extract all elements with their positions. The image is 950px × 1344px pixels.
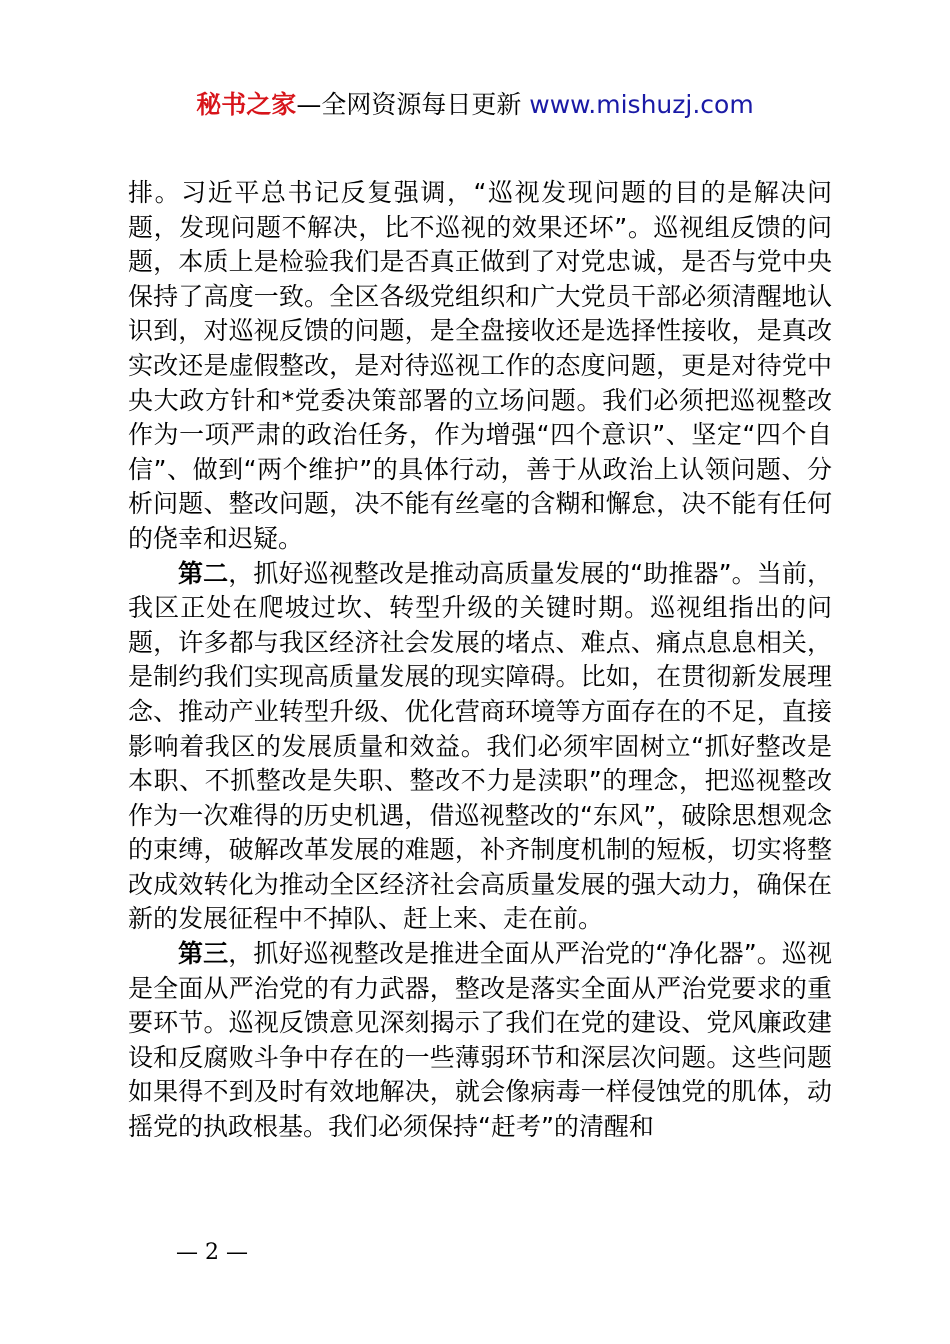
paragraph-2-lead: 第二 [178, 558, 229, 588]
paragraph-2 [128, 557, 832, 938]
page-number: — 2 — [176, 1240, 248, 1265]
paragraph-3-text: ，抓好巡视整改是推进全面从严治党的“净化器”。巡视是全面从严治党的有力武器，整改是落实全面从严治党要求的重要环节。巡视反馈意见深刻揭示了我们在党的建设、党风廉政建设和反腐败斗争中存在的一些薄弱环节和深层次问题。这些问题如果得不到及时有效地解决，就会像病毒一样侵蚀党的肌体，动摇党的执政根基。我们必须保持“赶考”的清醒和 [128, 939, 832, 1142]
paragraph-2-text: ，抓好巡视整改是推动高质量发展的“助推器”。当前，我区正处在爬坡过坎、转型升级的关键时期。巡视组指出的问题，许多都与我区经济社会发展的堵点、难点、痛点息息相关，是制约我们实现高质量发展的现实障碍。比如，在贯彻新发展理念、推动产业转型升级、优化营商环境等方面存在的不足，直接影响着我区的发展质量和效益。我们必须牢固树立“抓好整改是本职、不抓整改是失职、整改不力是渎职”的理念，把巡视整改作为一次难得的历史机遇，借巡视整改的“东风”，破除思想观念的束缚，破解改革发展的难题，补齐制度机制的短板，切实将整改成效转化为推动全区经济社会高质量发展的强大动力，确保在新的发展征程中不掉队、赶上来、走在前。 [128, 558, 832, 934]
paragraph-3 [128, 937, 832, 1145]
paragraph-3-lead: 第三 [178, 939, 229, 969]
paragraph-1 [128, 176, 832, 557]
header-slogan: —全网资源每日更新 [296, 90, 530, 119]
site-url[interactable]: www.mishuzj.com [529, 90, 754, 119]
paragraph-1-text: 排。习近平总书记反复强调，“巡视发现问题的目的是解决问题，发现问题不解决，比不巡视的效果还坏”。巡视组反馈的问题，本质上是检验我们是否真正做到了对党忠诚，是否与党中央保持了高度一致。全区各级党组织和广大党员干部必须清醒地认识到，对巡视反馈的问题，是全盘接收还是选择性接收，是真改实改还是虚假整改，是对待巡视工作的态度问题，更是对待党中央大政方针和*党委决策部署的立场问题。我们必须把巡视整改作为一项严肃的政治任务，作为增强“四个意识”、坚定“四个自信”、做到“两个维护”的具体行动，善于从政治上认领问题、分析问题、整改问题，决不能有丝毫的含糊和懈怠，决不能有任何的侥幸和迟疑。 [128, 178, 832, 553]
brand-name: 秘书之家 [196, 90, 297, 119]
site-header [0, 88, 950, 122]
document-body [128, 176, 832, 1145]
